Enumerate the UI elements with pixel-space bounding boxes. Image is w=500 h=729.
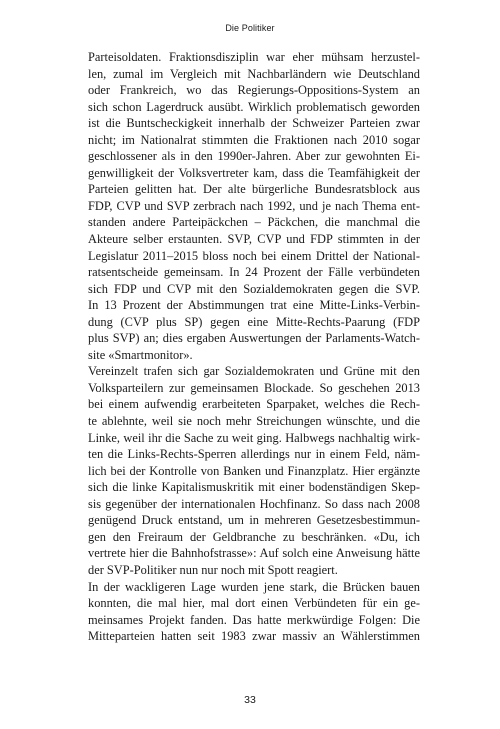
text-line: In 13 Prozent der Abstimmungen trat eine Mitte-Links-Verbin- — [88, 298, 420, 313]
text-line: site «Smartmonitor». — [88, 347, 193, 362]
text-line: gen den Freiraum der Geldbranche zu beschränken. «Du, ich — [88, 529, 420, 544]
text-line: Akteure selber erstaunten. SVP, CVP und FDP stimmten in der — [88, 232, 420, 247]
text-line: lich bei der Kontrolle von Banken und Finanzplatz. Hier ergänzte — [88, 463, 420, 478]
text-line: oder Frankreich, wo das Regierungs-Oppositions-System an — [88, 83, 420, 98]
paragraph — [88, 579, 420, 645]
running-head: Die Politiker — [225, 23, 275, 33]
paragraph — [88, 49, 420, 363]
text-line: Vereinzelt trafen sich gar Sozialdemokraten und Grüne mit den — [88, 364, 420, 379]
text-line: sich die linke Kapitalismuskritik mit einer bodenständigen Skep- — [88, 480, 420, 495]
text-line: konnten, die mal hier, mal dort einen Verbündeten für ein ge- — [88, 596, 420, 611]
text-line: sich schon Lagerdruck ausübt. Wirklich problematisch geworden — [88, 99, 420, 114]
text-line: In der wackligeren Lage wurden jene stark, die Brücken bauen — [88, 579, 420, 594]
text-line: bei einem aufwendig erarbeiteten Sparpaket, welches die Rech- — [88, 397, 420, 412]
text-line: dung (CVP plus SP) gegen eine Mitte-Rechts-Paarung (FDP — [88, 314, 420, 329]
text-line: Parteisoldaten. Fraktionsdisziplin war eher mühsam herzustel- — [88, 50, 420, 64]
text-line: Parteien gelitten hat. Der alte bürgerliche Bundesratsblock aus — [88, 182, 420, 197]
paragraph — [88, 363, 420, 578]
text-line: sich FDP und CVP mit den Sozialdemokraten gegen die SVP. — [88, 281, 420, 296]
text-line: FDP, CVP und SVP zerbrach nach 1992, und je nach Thema ent- — [88, 198, 420, 213]
text-line: Legislatur 2011–2015 bloss noch bei einem Drittel der National- — [88, 248, 420, 263]
text-line: Linke, weil ihr die Sache zu weit ging. Halbwegs nachhaltig wirk- — [88, 430, 420, 445]
text-line: vertrete hier die Bahnhofstrasse»: Auf solch eine Anweisung hätte — [88, 546, 420, 561]
page-number: 33 — [244, 694, 256, 706]
text-line: ist die Buntscheckigkeit innerhalb der Schweizer Parteien zwar — [88, 116, 420, 131]
text-line: sis gegenüber der internationalen Hochfinanz. So dass nach 2008 — [88, 496, 420, 511]
text-line: ratsentscheide gemeinsam. In 24 Prozent der Fälle verbündeten — [88, 265, 420, 280]
text-line: ten die Links-Rechts-Sperren allerdings nur in einem Feld, näm- — [88, 447, 420, 462]
text-line: Mitteparteien hatten seit 1983 zwar massiv an Wählerstimmen — [88, 629, 420, 644]
text-line: len, zumal im Vergleich mit Nachbarländern wie Deutschland — [88, 66, 420, 81]
text-line: Volksparteilern zur gemeinsamen Blockade. So geschehen 2013 — [88, 380, 420, 395]
text-line: plus SVP) an; dies ergaben Auswertungen der Parlaments-Watch- — [88, 331, 420, 346]
body-text — [88, 49, 420, 645]
text-line: der SVP-Politiker nun nur noch mit Spott reagiert. — [88, 562, 338, 577]
text-line: nicht; im Nationalrat stimmten die Fraktionen nach 2010 sogar — [88, 132, 420, 147]
text-line: meinsames Projekt fanden. Das hatte merkwürdige Folgen: Die — [88, 612, 420, 627]
text-line: genwilligkeit der Volksvertreter kam, dass die Teamfähigkeit der — [88, 165, 420, 180]
text-line: standen andere Parteipäckchen – Päckchen, die manchmal die — [88, 215, 420, 230]
text-line: geschlossener als in den 1990er-Jahren. Aber zur gewohnten Ei- — [88, 149, 420, 164]
text-line: te ablehnte, weil sie noch mehr Streichungen wünschte, und die — [88, 414, 420, 429]
text-line: genügend Druck entstand, um in mehreren Gesetzesbestimmun- — [88, 513, 420, 528]
